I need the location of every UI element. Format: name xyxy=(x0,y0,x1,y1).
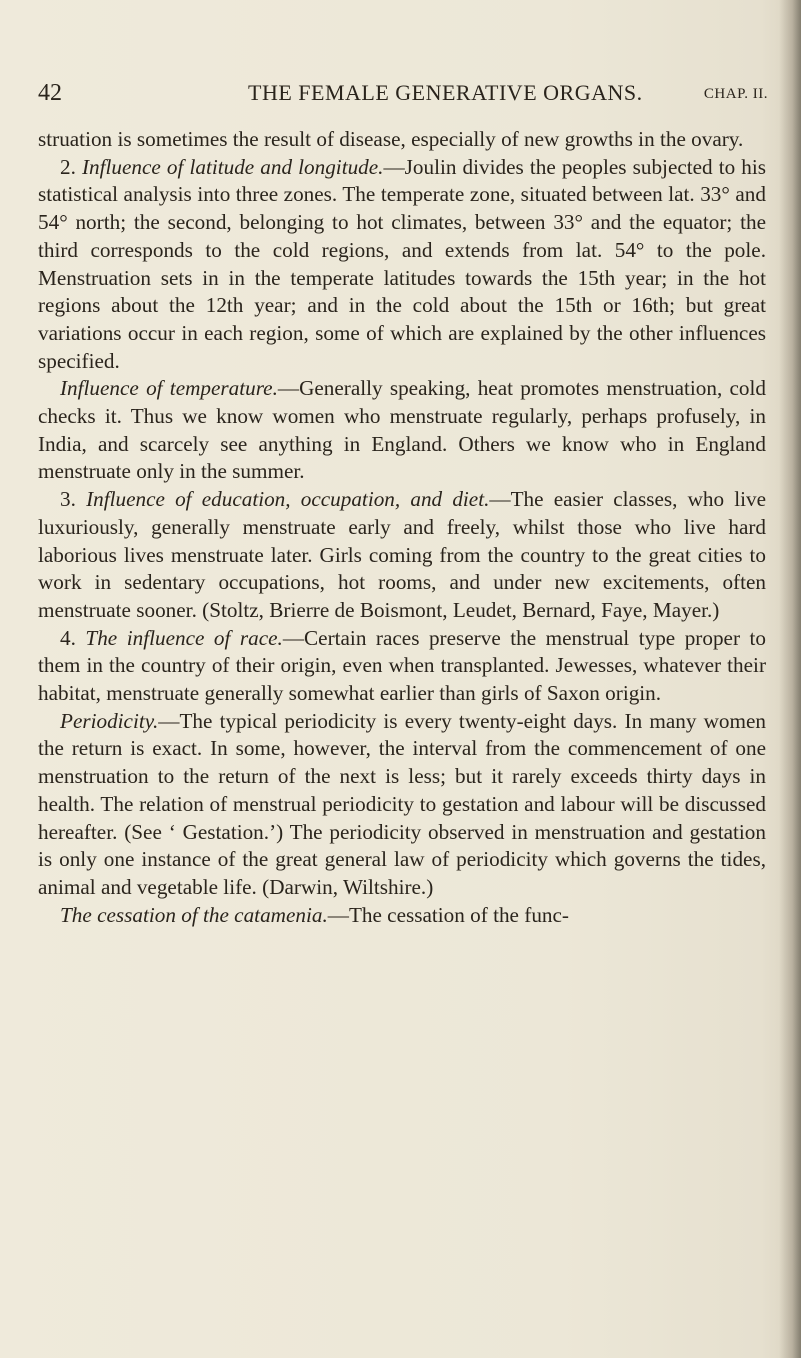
paragraph-text: struation is sometimes the result of disease, especially of new growths in the ovary. xyxy=(38,127,744,151)
paragraph-cessation xyxy=(38,902,766,930)
page-number: 42 xyxy=(38,80,62,106)
body-text xyxy=(38,126,766,929)
section-heading: The influence of race. xyxy=(85,625,283,650)
section-number: 4. xyxy=(60,625,86,650)
paragraph-text: —Certain races preserve the menstrual type proper to them in the country of their origin, even when transplanted. Jewesses, whatever their habitat, menstruate generally somewhat earlier than girls of Saxon origin. xyxy=(38,625,767,706)
section-heading: Influence of education, occupation, and diet. xyxy=(86,487,490,512)
section-heading: Periodicity. xyxy=(60,708,159,733)
paragraph-text: —The typical periodicity is every twenty-eight days. In many women the return is exact. In some, however, the interval from the commencement of one menstruation to the return of the next is less; but it rarely exceeds thirty days in health. The relation of menstrual periodicity to gestation and labour will be discussed hereafter. (See ‘ Gestation.’) The periodicity observed in menstruation and gestation is only one instance of the great general law of periodicity which governs the tides, animal and vegetable life. (Darwin, Wiltshire.) xyxy=(38,708,766,899)
section-heading: The cessation of the catamenia. xyxy=(60,902,328,927)
paragraph-text: —Joulin divides the peoples subjected to his statistical analysis into three zones. The temperate zone, situated between lat. 33° and 54° north; the second, belonging to hot climates, between 33° and the equator; the third corresponds to the cold regions, and extends from lat. 54° to the pole. Menstruation sets in in the temperate latitudes towards the 15th year; in the hot regions about the 12th year; and in the cold about the 15th or 16th; but great variations occur in each region, some of which are explained by the other influences specified. xyxy=(38,154,767,373)
page-edge-shadow xyxy=(779,0,801,1358)
running-title: THE FEMALE GENERATIVE ORGANS. xyxy=(248,80,643,105)
paragraph-text: —The easier classes, who live luxuriously, generally menstruate early and freely, whilst those who live hard laborious lives menstruate later. Girls coming from the country to the great cities to work in sedentary occupations, hot rooms, and under new excitements, often menstruate sooner. (Stoltz, Brierre de Boismont, Leudet, Bernard, Faye, Mayer.) xyxy=(38,487,767,622)
paragraph-text: —Generally speaking, heat promotes menstruation, cold checks it. Thus we know women who menstruate regularly, perhaps profusely, in India, and scarcely see anything in England. Others we know who in England menstruate only in the summer. xyxy=(38,376,766,484)
page-header xyxy=(38,80,768,114)
paragraph-periodicity xyxy=(38,708,766,902)
section-heading: Influence of temperature. xyxy=(60,376,278,401)
paragraph-text: —The cessation of the func- xyxy=(327,902,569,927)
paragraph-temperature xyxy=(38,375,766,486)
paragraph-education xyxy=(38,486,766,625)
section-number: 2. xyxy=(60,154,82,179)
section-heading: Influence of latitude and longitude. xyxy=(81,154,384,179)
paragraph-latitude xyxy=(38,154,766,376)
paragraph-race xyxy=(38,625,766,708)
section-number: 3. xyxy=(60,487,87,512)
chapter-label: CHAP. II. xyxy=(703,86,768,102)
paragraph-continuation xyxy=(38,126,766,154)
